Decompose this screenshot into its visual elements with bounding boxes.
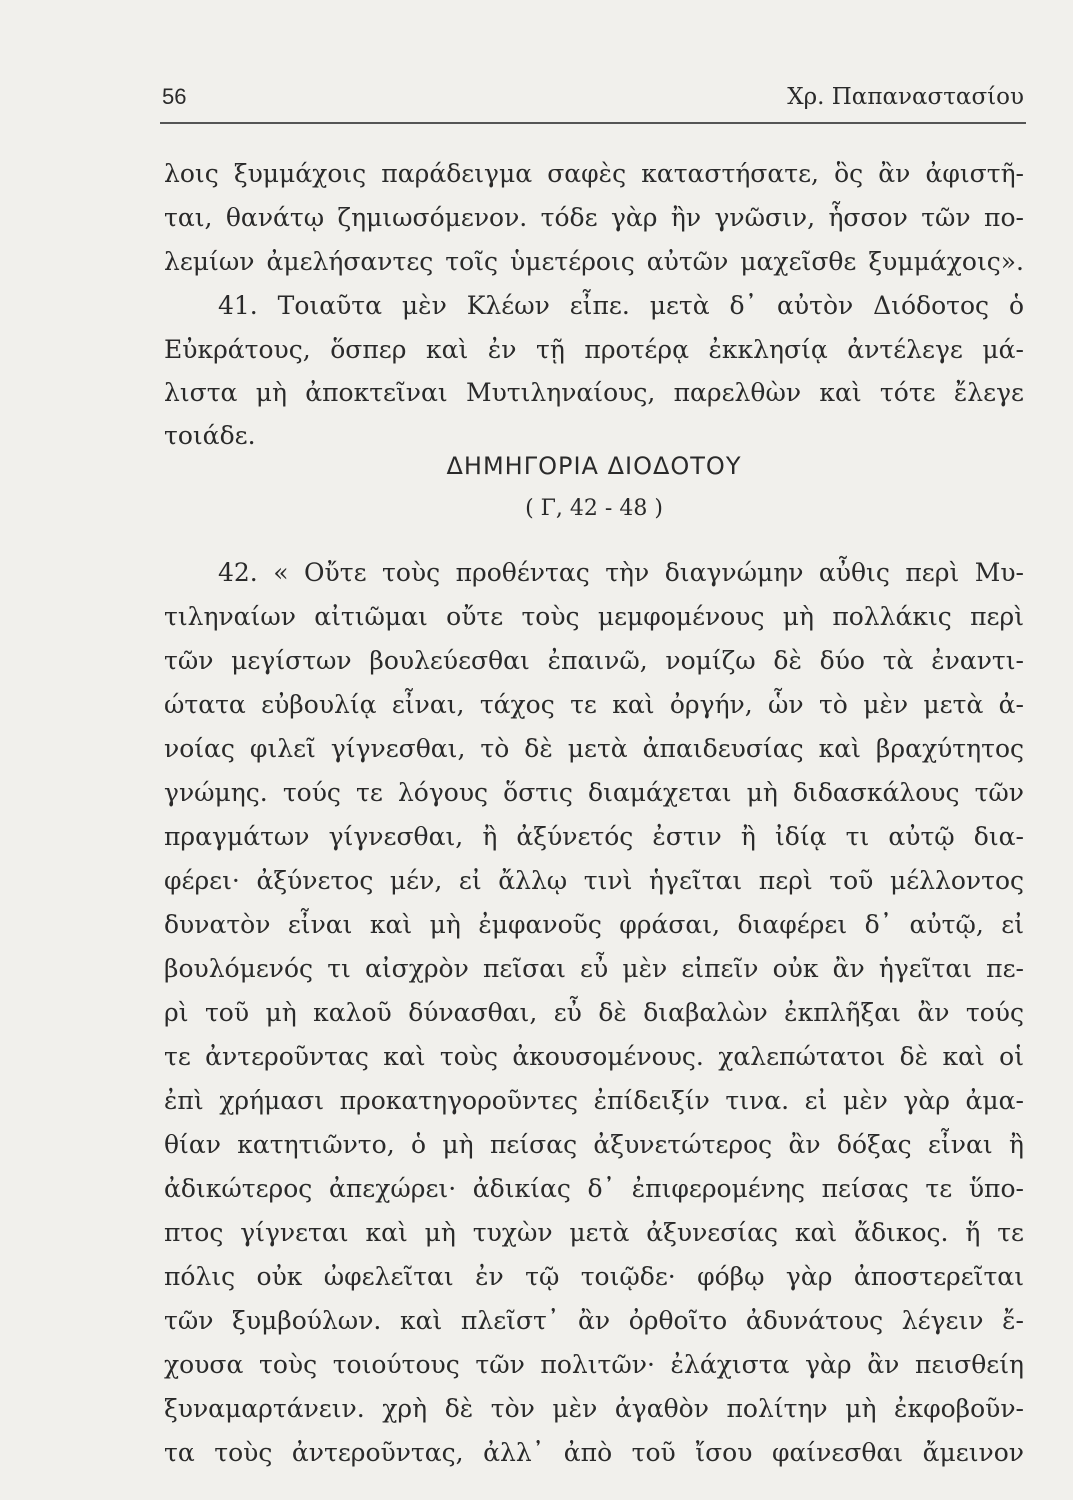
text-line: νοίας φιλεῖ γίγνεσθαι, τὸ δὲ μετὰ ἀπαιδευσίας καὶ βραχύτητος — [164, 734, 1024, 763]
text-line: λεμίων ἀμελήσαντες τοῖς ὑμετέροις αὐτῶν μαχεῖσθε ξυμμάχοις». — [164, 247, 1024, 276]
text-line: δυνατὸν εἶναι καὶ μὴ ἐμφανοῦς φράσαι, διαφέρει δ᾽ αὐτῷ, εἰ — [164, 910, 1024, 939]
text-line: τε ἀντεροῦντας καὶ τοὺς ἀκουσομένους. χαλεπώτατοι δὲ καὶ οἱ — [164, 1042, 1024, 1071]
section-subtitle: ( Γ, 42 - 48 ) — [525, 496, 663, 521]
text-line: ξυναμαρτάνειν. χρὴ δὲ τὸν μὲν ἀγαθὸν πολίτην μὴ ἐκφοβοῦν- — [164, 1394, 1024, 1423]
text-line: τιληναίων αἰτιῶμαι οὔτε τοὺς μεμφομένους μὴ πολλάκις περὶ — [164, 602, 1024, 631]
text-line: τα τοὺς ἀντεροῦντας, ἀλλ᾽ ἀπὸ τοῦ ἴσου φαίνεσθαι ἄμεινον — [164, 1438, 1024, 1467]
text-line: ρὶ τοῦ μὴ καλοῦ δύνασθαι, εὖ δὲ διαβαλὼν ἐκπλῆξαι ἂν τούς — [164, 998, 1024, 1027]
text-line: ἐπὶ χρήμασι προκατηγοροῦντες ἐπίδειξίν τινα. εἰ μὲν γὰρ ἀμα- — [164, 1086, 1024, 1115]
page-header — [162, 84, 1024, 120]
text-line: 42. « Οὔτε τοὺς προθέντας τὴν διαγνώμην αὖθις περὶ Μυ- — [218, 558, 1024, 587]
text-line: γνώμης. τούς τε λόγους ὅστις διαμάχεται μὴ διδασκάλους τῶν — [164, 778, 1024, 807]
section-title: ΔΗΜΗΓΟΡΙΑ ΔΙΟΔΟΤΟΥ — [446, 452, 742, 480]
page-number: 56 — [162, 84, 187, 109]
text-line: τοιάδε. — [164, 421, 256, 450]
text-line: τῶν μεγίστων βουλεύεσθαι ἐπαινῶ, νομίζω δὲ δύο τὰ ἐναντι- — [164, 646, 1024, 675]
text-line: πόλις οὐκ ὠφελεῖται ἐν τῷ τοιῷδε· φόβῳ γὰρ ἀποστερεῖται — [164, 1262, 1024, 1291]
text-line: πτος γίγνεται καὶ μὴ τυχὼν μετὰ ἀξυνεσίας καὶ ἄδικος. ἥ τε — [164, 1218, 1024, 1247]
running-head: Χρ. Παπαναστασίου — [787, 84, 1024, 110]
text-line: χουσα τοὺς τοιούτους τῶν πολιτῶν· ἐλάχιστα γὰρ ἂν πεισθείη — [164, 1350, 1024, 1379]
text-line: ται, θανάτῳ ζημιωσόμενον. τόδε γὰρ ἢν γνῶσιν, ἧσσον τῶν πο- — [164, 203, 1024, 232]
text-line: πραγμάτων γίγνεσθαι, ἢ ἀξύνετός ἐστιν ἢ ἰδίᾳ τι αὐτῷ δια- — [164, 822, 1024, 851]
text-line: ώτατα εὐβουλίᾳ εἶναι, τάχος τε καὶ ὀργήν, ὧν τὸ μὲν μετὰ ἀ- — [164, 690, 1024, 719]
text-line: ἀδικώτερος ἀπεχώρει· ἀδικίας δ᾽ ἐπιφερομένης πείσας τε ὕπο- — [164, 1174, 1024, 1203]
text-line: Εὐκράτους, ὅσπερ καὶ ἐν τῇ προτέρᾳ ἐκκλησίᾳ ἀντέλεγε μά- — [164, 335, 1024, 364]
text-line: λοις ξυμμάχοις παράδειγμα σαφὲς καταστήσατε, ὃς ἂν ἀφιστῆ- — [164, 159, 1024, 188]
text-line: θίαν κατητιῶντο, ὁ μὴ πείσας ἀξυνετώτερος ἂν δόξας εἶναι ἢ — [164, 1130, 1024, 1159]
text-line: φέρει· ἀξύνετος μέν, εἰ ἄλλῳ τινὶ ἡγεῖται περὶ τοῦ μέλλοντος — [164, 866, 1024, 895]
header-rule — [160, 122, 1026, 124]
text-line: λιστα μὴ ἀποκτεῖναι Μυτιληναίους, παρελθὼν καὶ τότε ἔλεγε — [164, 378, 1024, 407]
text-line: βουλόμενός τι αἰσχρὸν πεῖσαι εὖ μὲν εἰπεῖν οὐκ ἂν ἡγεῖται πε- — [164, 954, 1024, 983]
text-line: τῶν ξυμβούλων. καὶ πλεῖστ᾽ ἂν ὀρθοῖτο ἀδυνάτους λέγειν ἔ- — [164, 1306, 1024, 1335]
text-line: 41. Τοιαῦτα μὲν Κλέων εἶπε. μετὰ δ᾽ αὐτὸν Διόδοτος ὁ — [218, 291, 1024, 320]
